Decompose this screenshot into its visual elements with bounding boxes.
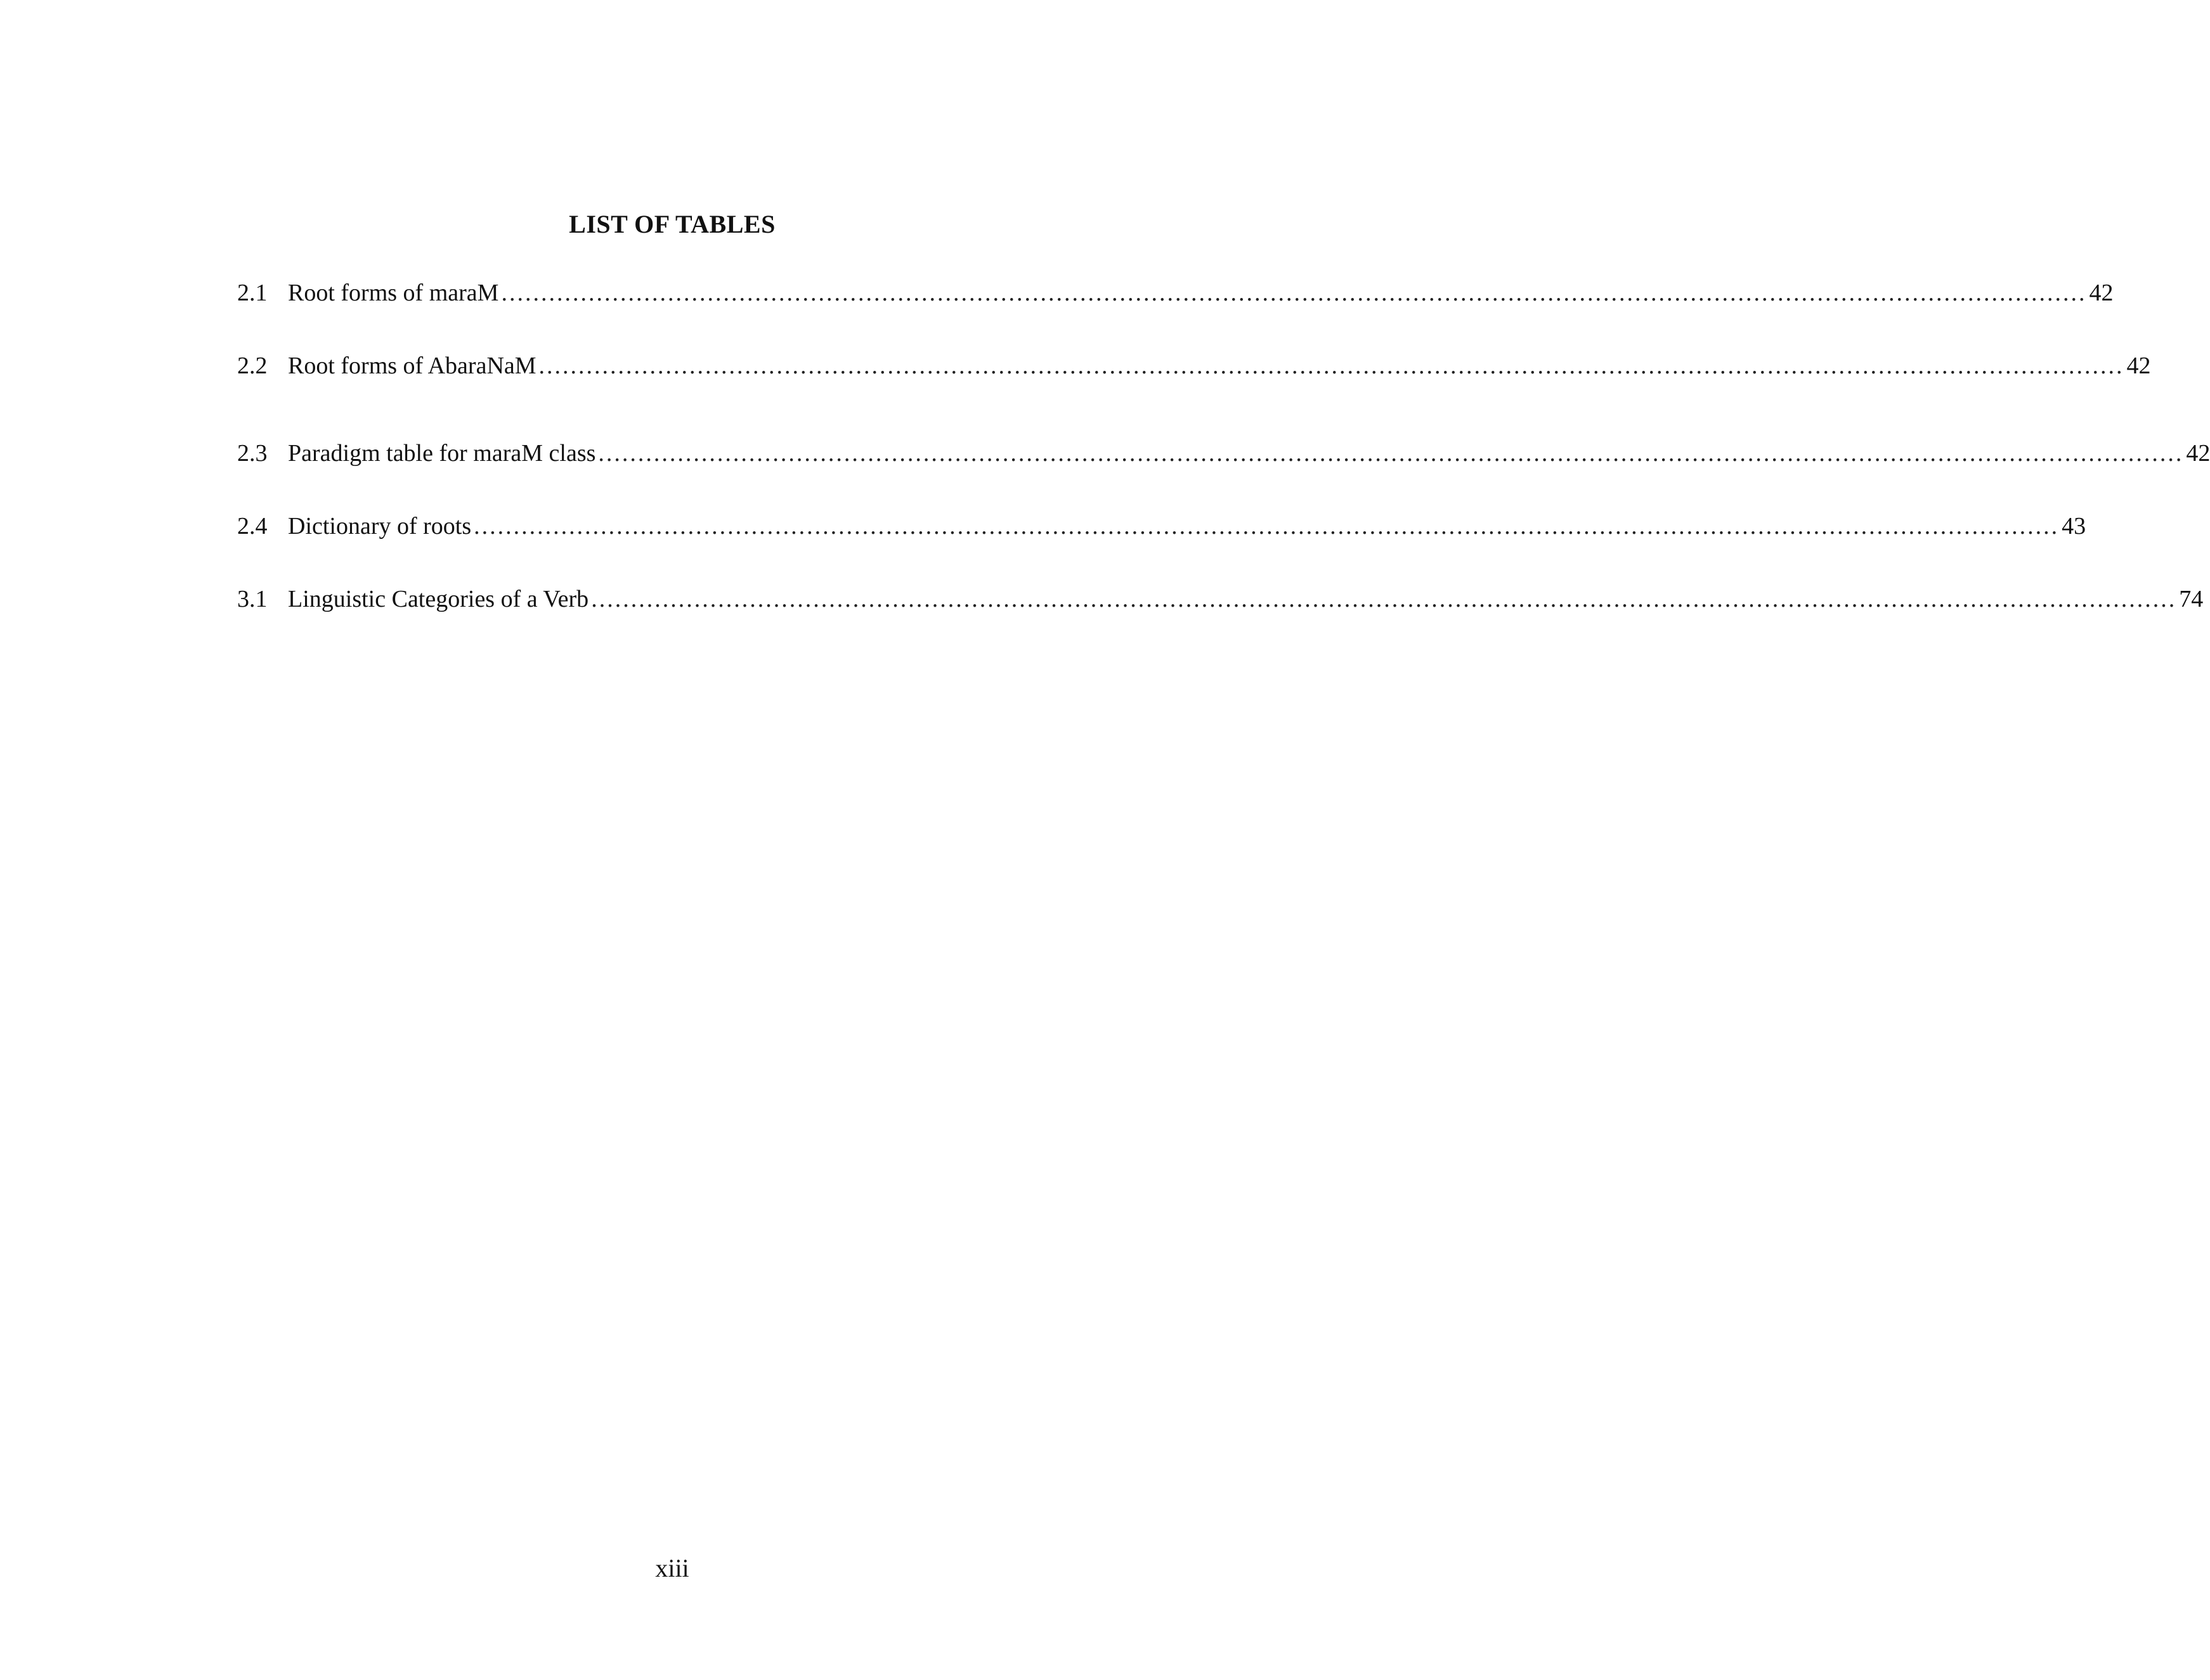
table-number: 2.3 — [237, 440, 268, 467]
table-title: Root forms of maraM — [288, 280, 499, 306]
dot-leader: ........................................................................................................................................................................................................ — [538, 352, 2124, 379]
list-item — [237, 512, 2086, 548]
table-title: Dictionary of roots — [288, 513, 472, 540]
dot-leader: ........................................................................................................................................................................................................ — [591, 586, 2177, 612]
list-item — [237, 585, 2204, 621]
page-ref: 42 — [2126, 352, 2151, 379]
dot-leader: ........................................................................................................................................................................................................ — [501, 280, 2087, 306]
page-ref: 43 — [2062, 513, 2086, 540]
page-title: LIST OF TABLES — [569, 210, 776, 238]
table-number: 2.2 — [237, 352, 268, 379]
page-ref: 42 — [2186, 440, 2210, 467]
page-number: xiii — [655, 1554, 689, 1582]
list-item — [237, 352, 2151, 387]
list-item — [237, 279, 2114, 314]
list-item — [237, 439, 2210, 475]
table-number: 3.1 — [237, 586, 268, 612]
dot-leader: ........................................................................................................................................................................................................ — [474, 513, 2060, 540]
table-title: Paradigm table for maraM class — [288, 440, 596, 467]
table-number: 2.1 — [237, 280, 268, 306]
table-title: Root forms of AbaraNaM — [288, 352, 536, 379]
table-number: 2.4 — [237, 513, 268, 540]
table-title: Linguistic Categories of a Verb — [288, 586, 589, 612]
dot-leader: ........................................................................................................................................................................................................ — [598, 440, 2184, 467]
page-ref: 42 — [2089, 280, 2114, 306]
page-ref: 74 — [2179, 586, 2204, 612]
